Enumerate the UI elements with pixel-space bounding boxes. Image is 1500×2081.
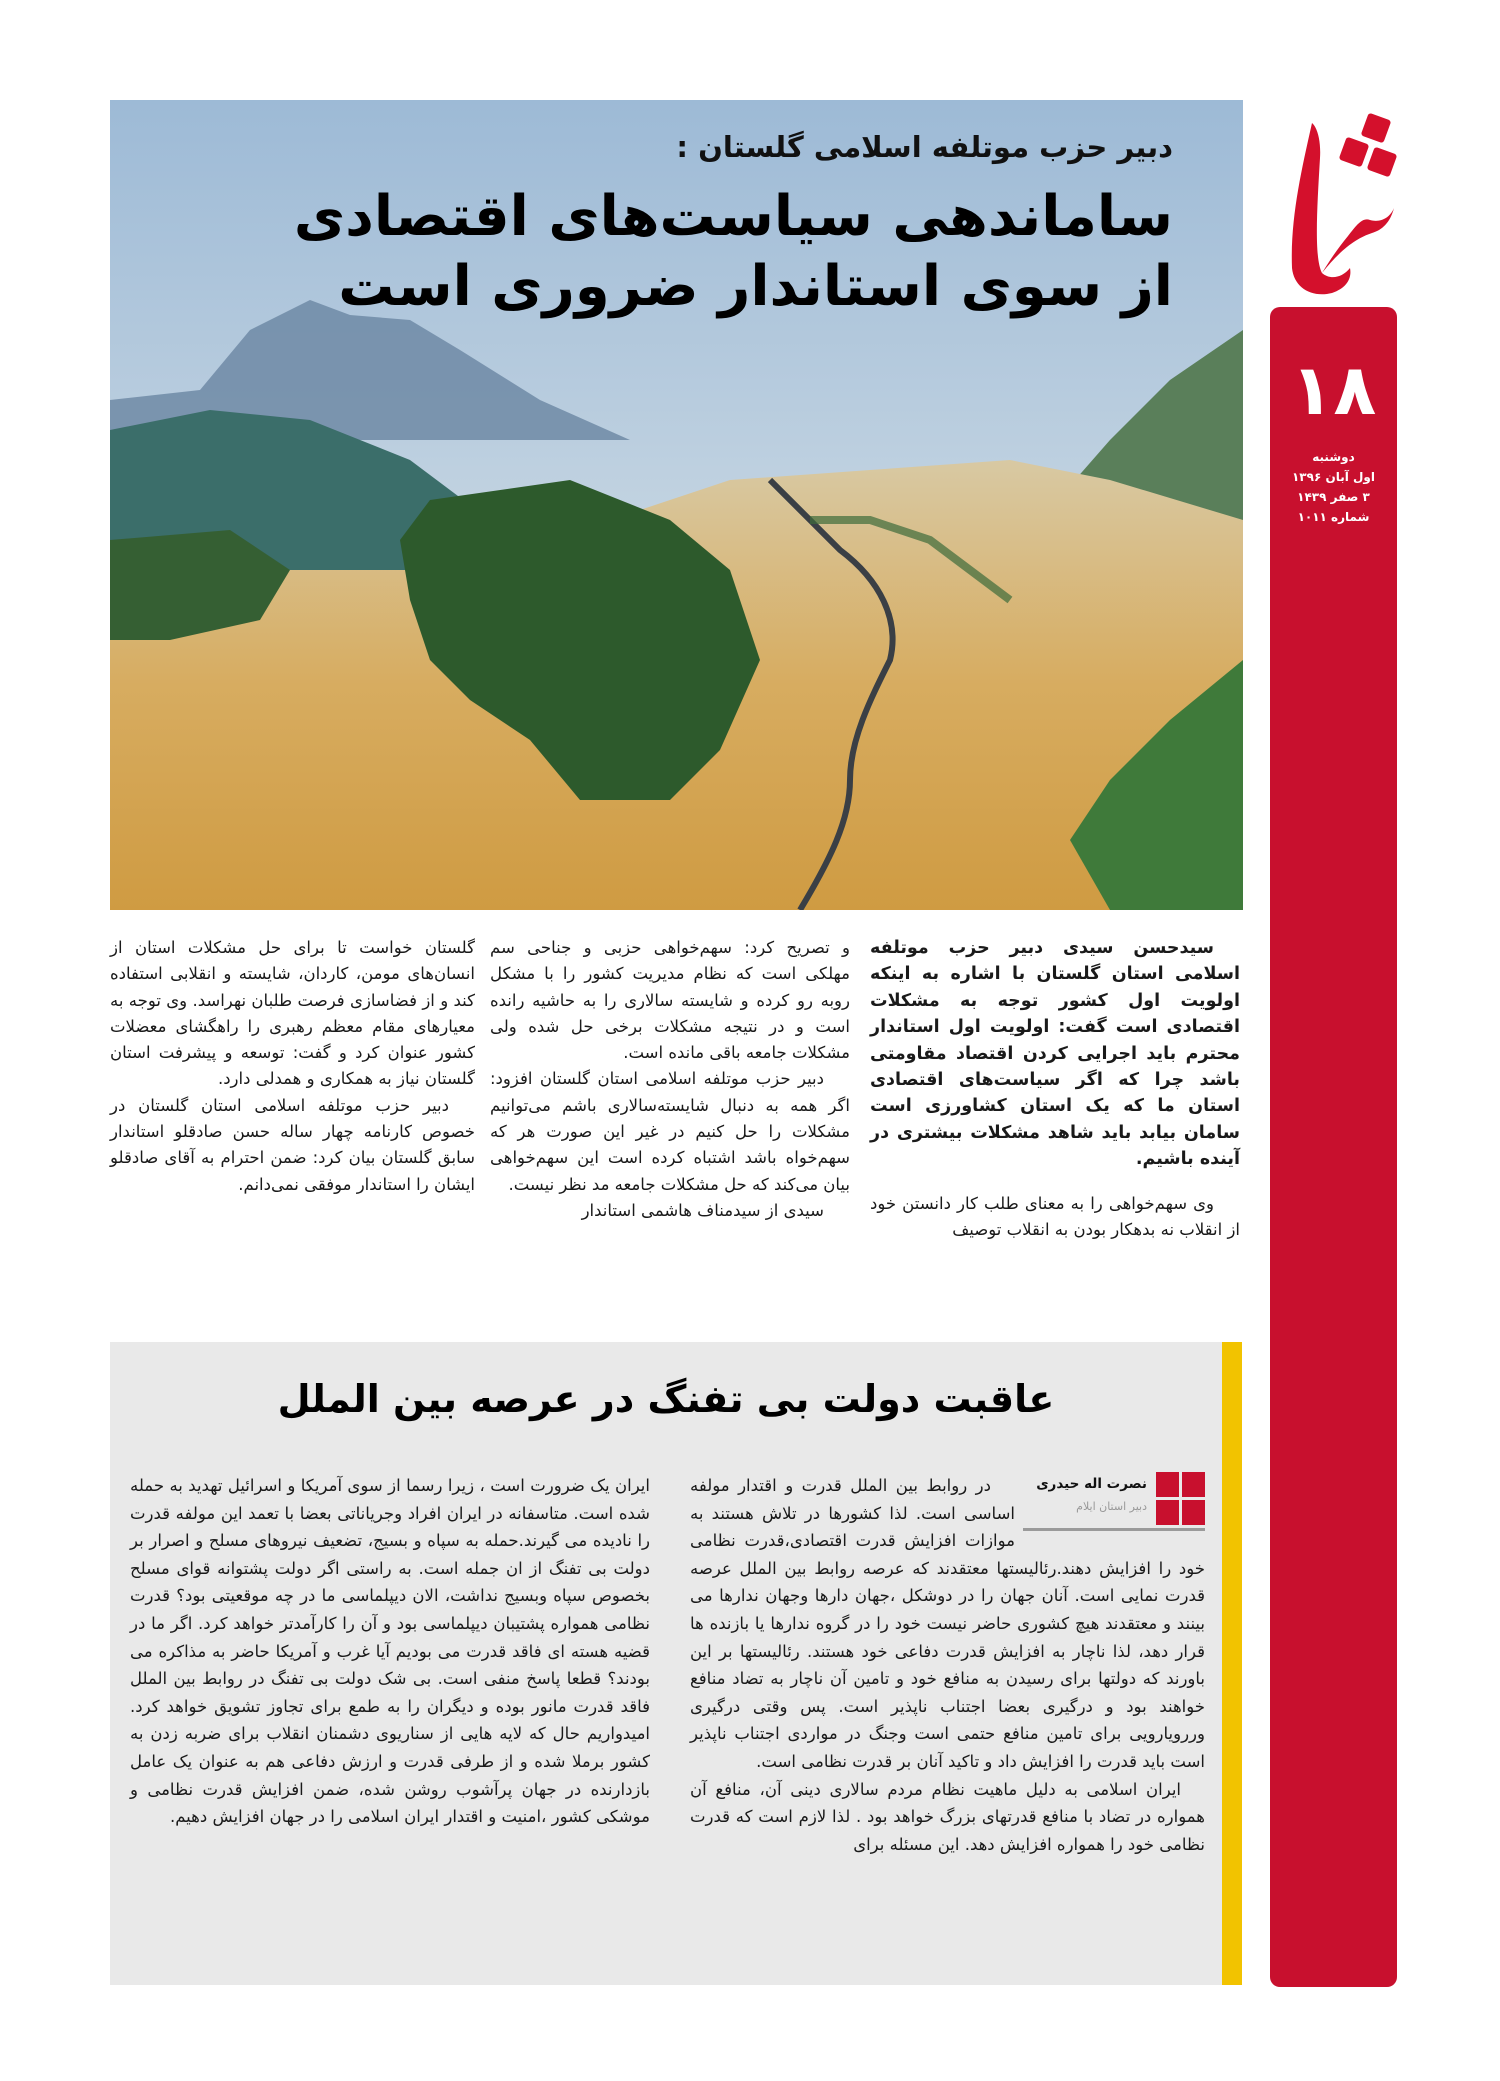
issue-info xyxy=(1270,447,1397,527)
opinion-column-2 xyxy=(130,1472,650,1831)
author-role: دبیر استان ایلام xyxy=(1076,1500,1147,1513)
article-paragraph: گلستان خواست تا برای حل مشکلات استان از انسان‌های مومن، کاردان، شایسته و انقلابی استفاده کند و از فضاسازی فرصت طلبان نهراسد. وی توجه به معیارهای مقام معظم رهبری را راهگشای معضلات کشور عنوان کرد و گفت: توسعه و پیشرفت استان گلستان نیاز به همکاری و همدلی دارد. xyxy=(110,938,475,1089)
article-paragraph: وی سهم‌خواهی را به معنای طلب کار دانستن خود از انقلاب نه بدهکار بودن به انقلاب توصیف xyxy=(870,1193,1240,1239)
article-paragraph: سیدی از سیدمناف هاشمی استاندار xyxy=(581,1200,824,1220)
article-paragraph: و تصریح کرد: سهم‌خواهی حزبی و جناحی سم مهلکی است که نظام مدیریت کشور را با مشکل روبه رو کرده و شایسته سالاری را به حاشیه رانده است و در نتیجه مشکلات برخی حل شده ولی مشکلات جامعه باقی مانده است. xyxy=(490,938,850,1063)
article-paragraph: دبیر حزب موتلفه اسلامی استان گلستان افزود: اگر همه به دنبال شایسته‌سالاری باشم می‌توانیم مشکلات را حل کنیم در غیر این صورت هر که سهم‌خواه باشد اشتباه کرده است این سهم‌خواهی بیان می‌کند که حل مشکلات جامعه مد نظر نیست. xyxy=(490,1069,850,1194)
headline-line-2: از سوی استاندار ضروری است xyxy=(338,254,1173,319)
opinion-paragraph: ایران یک ضرورت است ، زیرا رسما از سوی آمریکا و اسرائیل تهدید به حمله شده است. متاسفانه در ایران افراد وجریاناتی بعضا با تعمد این مولفه قدرت را نادیده می گیرند.حمله به سپاه و بسیج، تضعیف نیروهای مسلح و اصرار بر دولت بی تفنگ از ان جمله است. به راستی اگر دولت پشتوانه قوای مسلح بخصوص سپاه وبسیج نداشت، الان دیپلماسی ما در چه موقعیتی بود؟ قدرت نظامی همواره پشتیبان دیپلماسی بود و آن را کارآمدتر خواهد کرد. اگر ما در قضیه هسته ای فاقد قدرت می بودیم آیا غرب و آمریکا حاضر به مذاکره می بودند؟ قطعا پاسخ منفی است. بی شک دولت بی تفنگ در روابط بین الملل فاقد قدرت مانور بوده و دیگران را به طمع برای تجاوز تشویق خواهد کرد. امیدواریم حال که لایه هایی از سناریوی دشمنان انقلاب برای ضربه زدن به کشور برملا شده و از طرفی قدرت و ارزش دفاعی هم به عنوان یک عامل بازدارنده در جهان پرآشوب روشن شده، ضمن افزایش قدرت نظامی و موشکی کشور ،امنیت و اقتدار ایران اسلامی را در جهان افزایش دهیم. xyxy=(130,1476,650,1827)
date-lunar: ۳ صفر ۱۴۳۹ xyxy=(1297,490,1370,504)
article-column-1 xyxy=(870,935,1240,1243)
opinion-column-1 xyxy=(690,1472,1205,1858)
article-headline xyxy=(294,182,1173,322)
article-column-2 xyxy=(490,935,850,1224)
opinion-accent-bar xyxy=(1222,1342,1242,1985)
page-number: ۱۸ xyxy=(1290,349,1377,431)
headline-line-1: ساماندهی سیاست‌های اقتصادی xyxy=(293,184,1173,249)
article-kicker: دبیر حزب موتلفه اسلامی گلستان : xyxy=(676,130,1173,164)
publication-logo xyxy=(1272,98,1398,308)
article-column-3 xyxy=(110,935,475,1198)
logo-calligraphy-icon xyxy=(1272,98,1398,308)
author-name: نصرت اله حیدری xyxy=(1036,1476,1147,1492)
article-paragraph: دبیر حزب موتلفه اسلامی استان گلستان در خصوص کارنامه چهار ساله حسن صادقلو استاندار سابق گلستان بیان کرد: ضمن احترام به آقای صادقلو ایشان را استاندار موفقی نمی‌دانم. xyxy=(110,1095,475,1194)
issue-number: شماره ۱۰۱۱ xyxy=(1297,510,1370,524)
hero-photo xyxy=(110,100,1243,910)
opinion-paragraph: در روابط بین الملل قدرت و اقتدار مولفه اساسی است. لذا کشورها در تلاش هستند به موازات افزایش قدرت اقتصادی،قدرت نظامی خود را افزایش دهند.رئالیستها معتقدند که عرصه روابط بین الملل عرصه قدرت نمایی است. آنان جهان را در دوشکل ،جهان دارها وجهان ندارها می بینند و معتقدند هیچ کشوری حاضر نیست خود را در گروه ندارها یا بازنده ها قرار دهد، لذا ناچار به افزایش قدرت دفاعی خود هستند. رئالیستها بر این باورند که دولتها برای رسیدن به منافع خود و تامین آن ناچار به تضاد منافع خواهند بود و درگیری بعضا اجتناب ناپذیر است. پس وقتی درگیری وررویارویی برای تامین منافع حتمی است وجنگ در مواردی اجتناب ناپذیر است باید قدرت را افزایش داد و تاکید آنان بر قدرت نظامی است. xyxy=(690,1476,1205,1771)
opinion-title: عاقبت دولت بی تفنگ در عرصه بین الملل xyxy=(277,1377,1055,1421)
masthead-band xyxy=(1270,307,1397,1987)
date-solar: اول آبان ۱۳۹۶ xyxy=(1291,470,1375,484)
article-lead: سیدحسن سیدی دبیر حزب موتلفه اسلامی استان گلستان با اشاره به اینکه اولویت اول کشور توجه به مشکلات اقتصادی است گفت: اولویت اول استاندار محترم باید اجرایی کردن اقتصاد مقاومتی باشد چرا که اگر سیاست‌های اقتصادی استان ما که یک استان کشاورزی است سامان بیابد باید شاهد مشکلات بیشتری در آینده باشیم. xyxy=(870,938,1240,1170)
opinion-paragraph: ایران اسلامی به دلیل ماهیت نظام مردم سالاری دینی آن، منافع آن همواره در تضاد با منافع قدرتهای بزرگ خواهد بود . لذا لازم است که قدرت نظامی خود را همواره افزایش دهد. این مسئله برای xyxy=(690,1779,1205,1854)
weekday: دوشنبه xyxy=(1312,450,1355,464)
